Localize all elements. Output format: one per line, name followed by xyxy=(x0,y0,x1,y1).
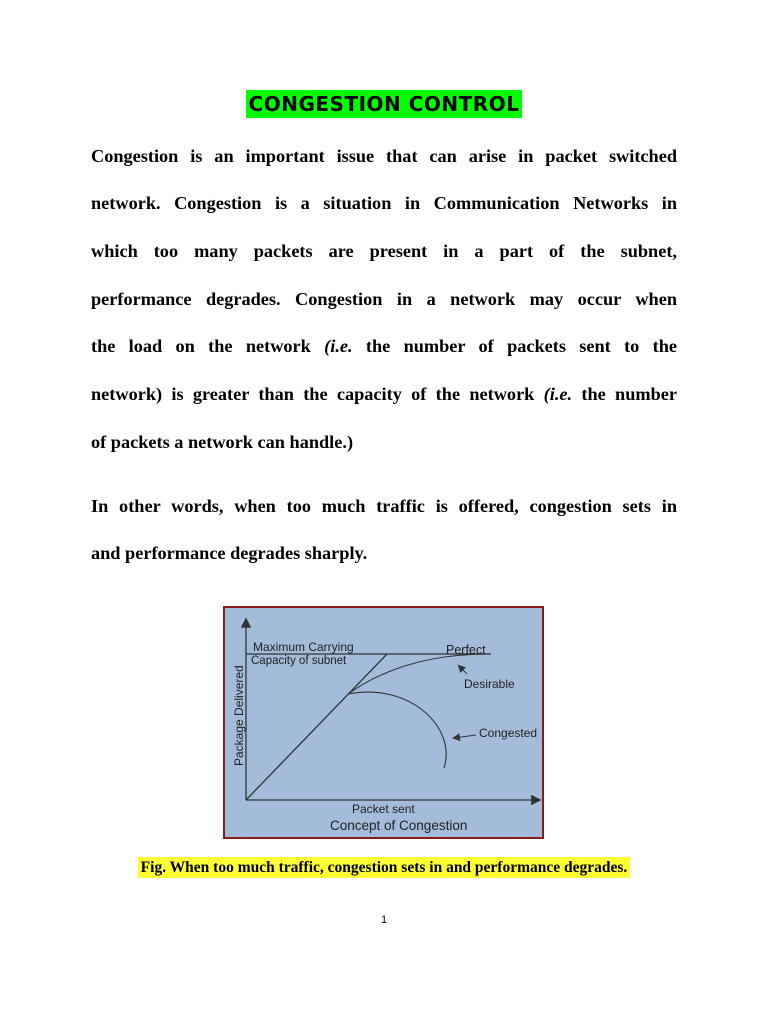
congested-label: Congested xyxy=(479,726,538,740)
page-title: CONGESTION CONTROL xyxy=(246,90,523,118)
para2-line1: In other words, when too much traffic is offered, congestion sets in xyxy=(91,496,677,516)
congested-arrow xyxy=(454,735,476,738)
para1-line5-ital: (i.e. xyxy=(324,336,353,356)
figure-caption-wrap xyxy=(0,859,768,877)
para2-line2: and performance degrades sharply. xyxy=(91,543,368,563)
figure-title: Concept of Congestion xyxy=(330,818,468,833)
para1-line6 xyxy=(91,384,677,404)
desirable-arrow xyxy=(459,666,467,674)
max-capacity-label-2: Capacity of subnet xyxy=(251,655,347,667)
desirable-label: Desirable xyxy=(464,677,515,691)
page-number: 1 xyxy=(380,914,388,926)
congested-curve xyxy=(348,692,446,768)
para1-line6-ital: (i.e. xyxy=(543,384,573,404)
para1-line5-a: the load on the network xyxy=(91,336,325,356)
para1-line5-b: the number of packets sent to the xyxy=(352,336,677,356)
page-title-wrap xyxy=(0,92,768,116)
x-axis-label: Packet sent xyxy=(352,802,415,816)
para1-line7: of packets a network can handle.) xyxy=(91,432,354,452)
para1-line6-b: the number xyxy=(572,384,678,404)
perfect-line xyxy=(246,654,387,800)
para1-line1: Congestion is an important issue that can arise in packet switched xyxy=(91,146,677,166)
para1-line4: performance degrades. Congestion in a network may occur when xyxy=(91,289,677,309)
congestion-diagram xyxy=(225,608,542,837)
para1-line6-a: network) is greater than the capacity of the network xyxy=(91,384,544,404)
para1-line5 xyxy=(91,336,677,356)
congestion-figure xyxy=(223,606,544,839)
perfect-label: Perfect xyxy=(446,643,486,657)
y-axis-label: Package Delivered xyxy=(232,665,246,766)
figure-caption: Fig. When too much traffic, congestion sets in and performance degrades. xyxy=(138,857,631,878)
para1-line2: network. Congestion is a situation in Communication Networks in xyxy=(91,193,677,213)
para1-line3: which too many packets are present in a part of the subnet, xyxy=(91,241,677,261)
max-capacity-label-1: Maximum Carrying xyxy=(253,640,354,654)
